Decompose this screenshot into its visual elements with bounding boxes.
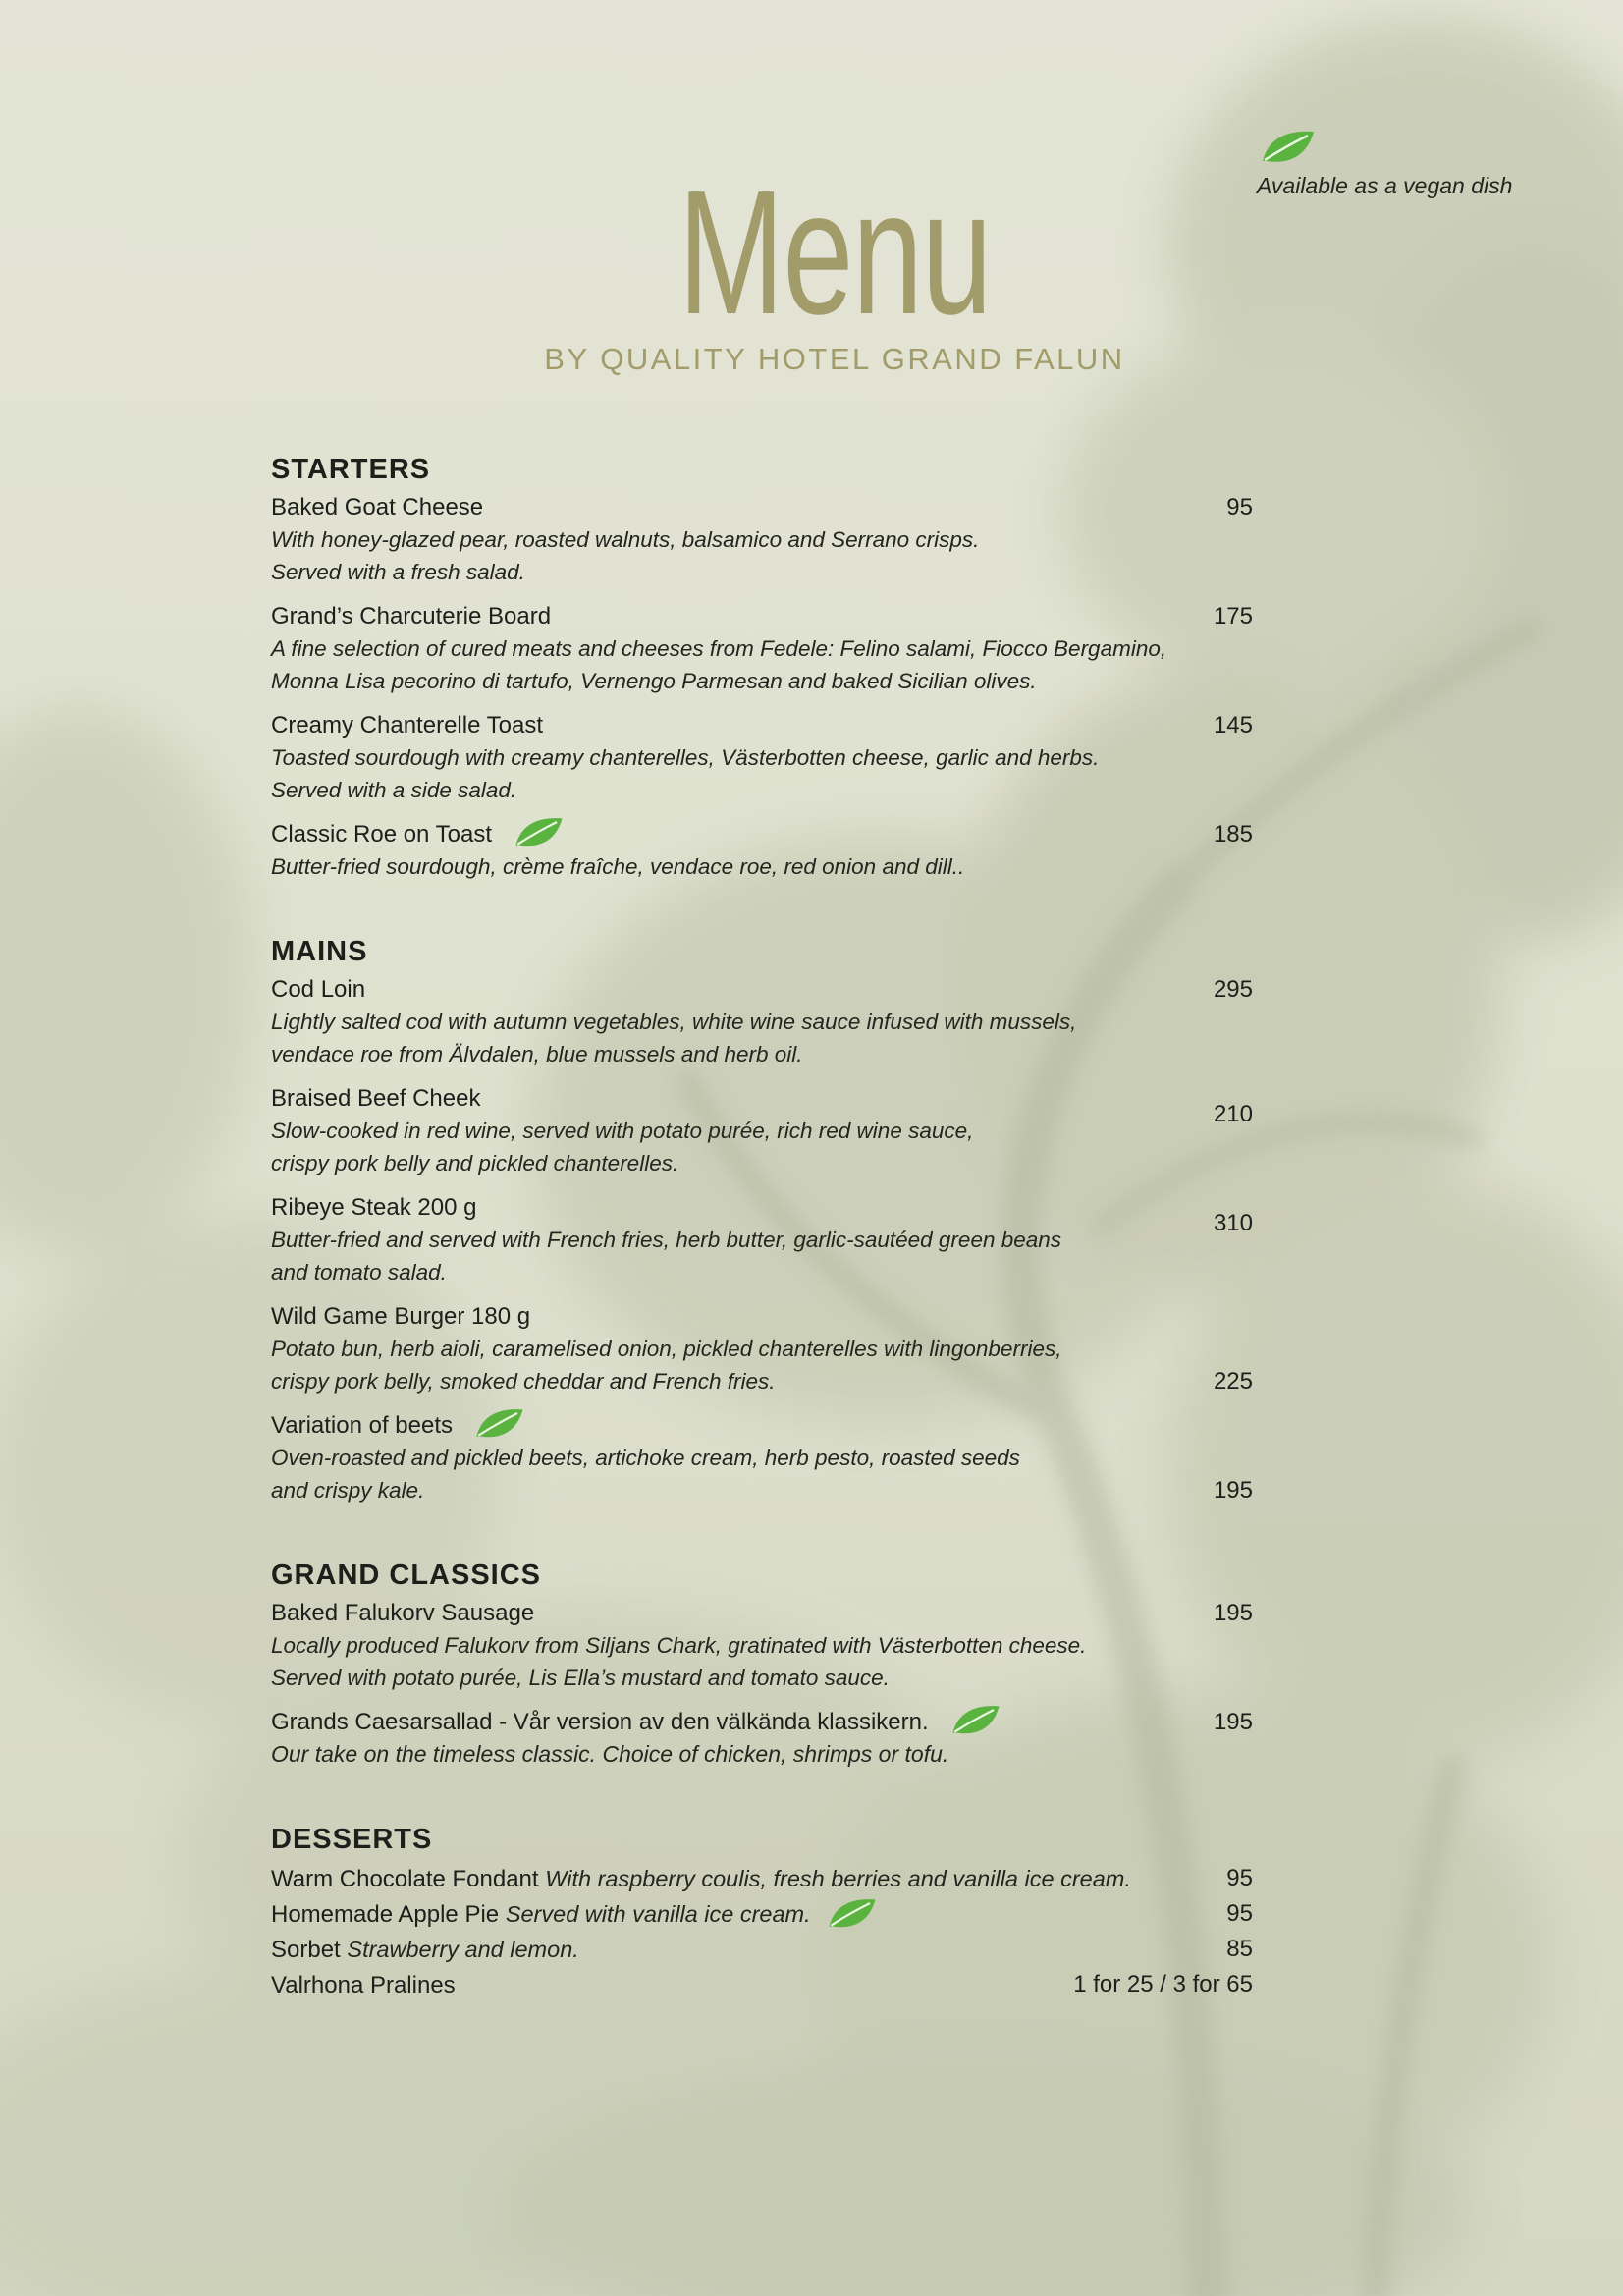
menu-content	[271, 450, 1351, 2002]
item-name: Cod Loin	[271, 976, 366, 1003]
menu-item	[271, 1300, 1351, 1397]
item-price: 185	[1213, 821, 1253, 847]
leaf-icon	[825, 1894, 880, 1932]
item-price: 210	[1213, 1101, 1253, 1127]
item-price: 310	[1213, 1210, 1253, 1236]
item-description: Potato bun, herb aioli, caramelised onion, pickled chanterelles with lingonberries, crispy pork belly, smoked cheddar and French fries.	[271, 1337, 1062, 1394]
item-name: Warm Chocolate Fondant	[271, 1866, 539, 1892]
page-subtitle: BY QUALITY HOTEL GRAND FALUN	[544, 342, 1125, 376]
item-description: Butter-fried and served with French fries, herb butter, garlic-sautéed green beans and tomato salad.	[271, 1228, 1062, 1285]
section-mains	[271, 932, 1351, 1506]
menu-item	[271, 973, 1351, 1070]
section-grand-classics	[271, 1556, 1351, 1771]
item-description: Strawberry and lemon.	[347, 1937, 579, 1962]
item-description: Our take on the timeless classic. Choice of chicken, shrimps or tofu.	[271, 1741, 949, 1767]
item-price: 95	[1226, 1865, 1253, 1891]
menu-item	[271, 1082, 1351, 1179]
menu-item	[271, 1861, 1351, 1896]
menu-item	[271, 1597, 1351, 1694]
page-title: Menu	[677, 154, 992, 352]
section-title: MAINS	[271, 936, 368, 967]
menu-item	[271, 1191, 1351, 1288]
section-title: STARTERS	[271, 454, 431, 485]
item-price: 195	[1213, 1709, 1253, 1735]
leaf-icon	[1259, 126, 1318, 167]
vegan-legend-text: Available as a vegan dish	[1257, 173, 1513, 198]
section-title: GRAND CLASSICS	[271, 1559, 542, 1591]
item-description: With honey-glazed pear, roasted walnuts, balsamico and Serrano crisps. Served with a fresh salad.	[271, 527, 980, 584]
item-name: Baked Goat Cheese	[271, 494, 484, 520]
section-starters	[271, 450, 1351, 883]
item-description: With raspberry coulis, fresh berries and vanilla ice cream.	[545, 1866, 1131, 1891]
menu-item	[271, 709, 1351, 806]
item-description: Toasted sourdough with creamy chanterelles, Västerbotten cheese, garlic and herbs. Served with a side salad.	[271, 745, 1100, 802]
item-price: 85	[1226, 1936, 1253, 1962]
leaf-icon	[948, 1701, 1003, 1738]
menu-item	[271, 1932, 1351, 1967]
item-price: 145	[1213, 712, 1253, 738]
item-price: 225	[1213, 1368, 1253, 1394]
item-description: Locally produced Falukorv from Siljans Chark, gratinated with Västerbotten cheese. Served with potato purée, Lis Ella’s mustard and tomato sauce.	[271, 1633, 1087, 1690]
item-name: Ribeye Steak 200 g	[271, 1194, 477, 1221]
menu-item	[271, 491, 1351, 588]
leaf-icon	[512, 813, 567, 850]
menu-item	[271, 1409, 1351, 1506]
item-name: Sorbet	[271, 1937, 341, 1963]
section-desserts	[271, 1820, 1351, 2002]
item-price: 295	[1213, 976, 1253, 1003]
menu-item	[271, 1967, 1351, 2002]
item-price: 1 for 25 / 3 for 65	[1073, 1971, 1253, 1997]
item-name: Classic Roe on Toast	[271, 818, 1351, 850]
item-price: 195	[1213, 1600, 1253, 1626]
item-description: Lightly salted cod with autumn vegetables, white wine sauce infused with mussels, vendace roe from Älvdalen, blue mussels and herb oil.	[271, 1010, 1077, 1066]
item-description: Oven-roasted and pickled beets, artichoke cream, herb pesto, roasted seeds and crispy kale.	[271, 1446, 1020, 1503]
menu-item	[271, 818, 1351, 883]
item-description: Butter-fried sourdough, crème fraîche, vendace roe, red onion and dill..	[271, 854, 965, 879]
item-description: Slow-cooked in red wine, served with potato purée, rich red wine sauce, crispy pork belly and pickled chanterelles.	[271, 1119, 974, 1175]
item-name: Wild Game Burger 180 g	[271, 1303, 531, 1330]
item-name: Grands Caesarsallad - Vår version av den välkända klassikern.	[271, 1706, 1351, 1738]
item-name: Creamy Chanterelle Toast	[271, 712, 544, 738]
item-price: 95	[1226, 1900, 1253, 1927]
item-price: 175	[1213, 603, 1253, 629]
item-price: 95	[1226, 494, 1253, 520]
item-price: 195	[1213, 1477, 1253, 1503]
item-name: Homemade Apple Pie	[271, 1901, 500, 1928]
leaf-icon	[472, 1404, 527, 1442]
menu-item	[271, 600, 1351, 697]
item-name: Valrhona Pralines	[271, 1972, 456, 1998]
menu-item	[271, 1706, 1351, 1771]
menu-item	[271, 1896, 1351, 1932]
item-description: A fine selection of cured meats and cheeses from Fedele: Felino salami, Fiocco Bergamino, Monna Lisa pecorino di tartufo, Vernengo Parmesan and baked Sicilian olives.	[271, 636, 1167, 693]
item-description: Served with vanilla ice cream.	[505, 1901, 811, 1927]
item-name: Braised Beef Cheek	[271, 1085, 481, 1112]
item-name: Grand’s Charcuterie Board	[271, 603, 552, 629]
item-name: Baked Falukorv Sausage	[271, 1600, 535, 1626]
item-name: Variation of beets	[271, 1409, 1351, 1442]
section-title: DESSERTS	[271, 1824, 433, 1855]
